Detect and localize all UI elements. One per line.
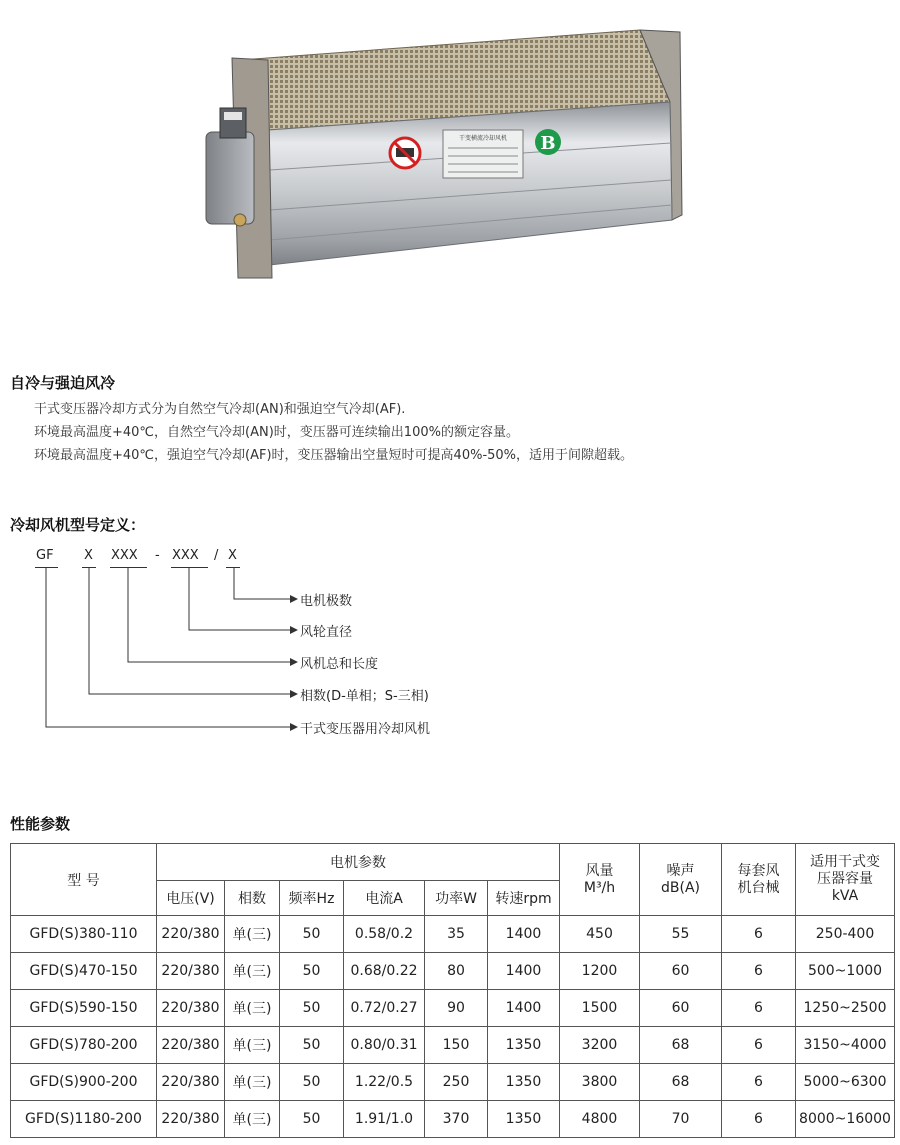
cell-current: 1.22/0.5 [344, 1064, 425, 1101]
cooling-line-3: 环境最高温度+40℃，强迫空气冷却(AF)时，变压器输出空量短时可提高40%-50%，适用于间隙超载。 [34, 448, 634, 463]
cell-frequency: 50 [280, 953, 344, 990]
header-noise-unit: dB(A) [661, 879, 700, 896]
cell-phase: 单(三) [225, 1101, 280, 1138]
def-fan-type: 干式变压器用冷却风机 [300, 722, 431, 737]
cell-current: 0.68/0.22 [344, 953, 425, 990]
cell-noise: 68 [640, 1064, 722, 1101]
underline-poles [226, 567, 240, 568]
cell-power: 250 [425, 1064, 488, 1101]
header-airflow-label: 风量 [585, 862, 614, 879]
cell-voltage: 220/380 [157, 1101, 225, 1138]
svg-text:B: B [540, 133, 556, 154]
header-fan-sets [722, 844, 796, 916]
header-phase: 相数 [225, 881, 280, 916]
cell-voltage: 220/380 [157, 1027, 225, 1064]
cell-model: GFD(S)780-200 [11, 1027, 157, 1064]
cell-noise: 68 [640, 1027, 722, 1064]
model-code-gf: GF [36, 548, 54, 563]
header-fan-sets-line2: 机台械 [737, 879, 780, 896]
header-capacity-line1: 适用干式变 [810, 854, 880, 870]
cell-airflow: 4800 [560, 1101, 640, 1138]
header-motor-params: 电机参数 [157, 844, 560, 881]
table-row [11, 953, 895, 990]
cell-capacity: 5000~6300 [796, 1064, 895, 1101]
cell-capacity: 8000~16000 [796, 1101, 895, 1138]
cell-model: GFD(S)900-200 [11, 1064, 157, 1101]
table-row [11, 916, 895, 953]
header-model: 型 号 [11, 844, 157, 916]
underline-length [110, 567, 147, 568]
cell-noise: 70 [640, 1101, 722, 1138]
underline-gf [35, 567, 58, 568]
table-row [11, 1101, 895, 1138]
def-wheel-diameter: 风轮直径 [300, 625, 353, 640]
cell-airflow: 3200 [560, 1027, 640, 1064]
header-power: 功率W [425, 881, 488, 916]
model-code-dash: - [155, 548, 160, 563]
header-noise [640, 844, 722, 916]
perf-section-title: 性能参数 [10, 815, 71, 833]
cell-frequency: 50 [280, 1064, 344, 1101]
cell-current: 0.72/0.27 [344, 990, 425, 1027]
cell-fan-sets: 6 [722, 1027, 796, 1064]
header-frequency: 频率Hz [280, 881, 344, 916]
table-row [11, 990, 895, 1027]
no-touch-warning-icon [390, 138, 420, 168]
cell-model: GFD(S)380-110 [11, 916, 157, 953]
cell-phase: 单(三) [225, 990, 280, 1027]
b-badge-icon [535, 129, 561, 155]
cell-phase: 单(三) [225, 1027, 280, 1064]
def-total-length: 风机总和长度 [300, 657, 379, 672]
cell-power: 90 [425, 990, 488, 1027]
cell-speed: 1350 [488, 1027, 560, 1064]
header-capacity-line2: 压器容量 [817, 871, 873, 887]
cell-capacity: 1250~2500 [796, 990, 895, 1027]
cell-noise: 60 [640, 953, 722, 990]
cooling-line-2: 环境最高温度+40℃，自然空气冷却(AN)时，变压器可连续输出100%的额定容量。 [34, 425, 519, 440]
cell-airflow: 3800 [560, 1064, 640, 1101]
cell-model: GFD(S)1180-200 [11, 1101, 157, 1138]
cooling-line-1: 干式变压器冷却方式分为自然空气冷却(AN)和强迫空气冷却(AF). [34, 402, 406, 417]
cell-speed: 1400 [488, 953, 560, 990]
cell-model: GFD(S)470-150 [11, 953, 157, 990]
cell-frequency: 50 [280, 916, 344, 953]
cell-fan-sets: 6 [722, 916, 796, 953]
cell-frequency: 50 [280, 1101, 344, 1138]
cross-flow-fan-photo [200, 20, 720, 290]
model-code-phase: X [84, 548, 93, 563]
cell-phase: 单(三) [225, 1064, 280, 1101]
header-noise-label: 噪声 [666, 862, 695, 879]
header-voltage: 电压(V) [157, 881, 225, 916]
table-row [11, 1027, 895, 1064]
header-capacity [796, 844, 895, 916]
cell-voltage: 220/380 [157, 1064, 225, 1101]
cell-power: 35 [425, 916, 488, 953]
cell-voltage: 220/380 [157, 953, 225, 990]
cell-frequency: 50 [280, 990, 344, 1027]
cell-airflow: 450 [560, 916, 640, 953]
cell-speed: 1350 [488, 1101, 560, 1138]
cell-airflow: 1500 [560, 990, 640, 1027]
cell-fan-sets: 6 [722, 1064, 796, 1101]
underline-phase [82, 567, 96, 568]
model-code-slash: / [214, 548, 219, 563]
performance-table [10, 843, 895, 1138]
cell-speed: 1400 [488, 990, 560, 1027]
cell-phase: 单(三) [225, 953, 280, 990]
cell-current: 0.58/0.2 [344, 916, 425, 953]
cell-speed: 1400 [488, 916, 560, 953]
header-fan-sets-line1: 每套风 [737, 862, 780, 879]
cell-voltage: 220/380 [157, 990, 225, 1027]
cell-noise: 60 [640, 990, 722, 1027]
cell-capacity: 3150~4000 [796, 1027, 895, 1064]
header-capacity-unit: kVA [831, 888, 859, 904]
cell-noise: 55 [640, 916, 722, 953]
cell-current: 0.80/0.31 [344, 1027, 425, 1064]
label-plate-caption: 干变横流冷却风机 [458, 135, 508, 142]
model-code-poles: X [228, 548, 237, 563]
cell-current: 1.91/1.0 [344, 1101, 425, 1138]
cell-capacity: 250-400 [796, 916, 895, 953]
def-phase-count: 相数(D-单相；S-三相) [300, 689, 429, 704]
table-row [11, 1064, 895, 1101]
cell-power: 150 [425, 1027, 488, 1064]
underline-diameter [171, 567, 208, 568]
cell-fan-sets: 6 [722, 1101, 796, 1138]
header-airflow-unit: M³/h [583, 879, 616, 896]
cell-speed: 1350 [488, 1064, 560, 1101]
cooling-section-title: 自冷与强迫风冷 [10, 374, 116, 392]
model-section-title: 冷却风机型号定义： [10, 516, 146, 534]
cell-frequency: 50 [280, 1027, 344, 1064]
model-code-length: XXX [111, 548, 138, 563]
cell-power: 370 [425, 1101, 488, 1138]
cell-fan-sets: 6 [722, 990, 796, 1027]
model-code-diameter: XXX [172, 548, 199, 563]
cell-phase: 单(三) [225, 916, 280, 953]
cell-airflow: 1200 [560, 953, 640, 990]
cell-capacity: 500~1000 [796, 953, 895, 990]
performance-table-body [11, 916, 895, 1138]
header-speed: 转速rpm [488, 881, 560, 916]
cell-fan-sets: 6 [722, 953, 796, 990]
cell-voltage: 220/380 [157, 916, 225, 953]
def-motor-poles: 电机极数 [300, 594, 353, 609]
cell-model: GFD(S)590-150 [11, 990, 157, 1027]
header-current: 电流A [344, 881, 425, 916]
cell-power: 80 [425, 953, 488, 990]
header-airflow [560, 844, 640, 916]
